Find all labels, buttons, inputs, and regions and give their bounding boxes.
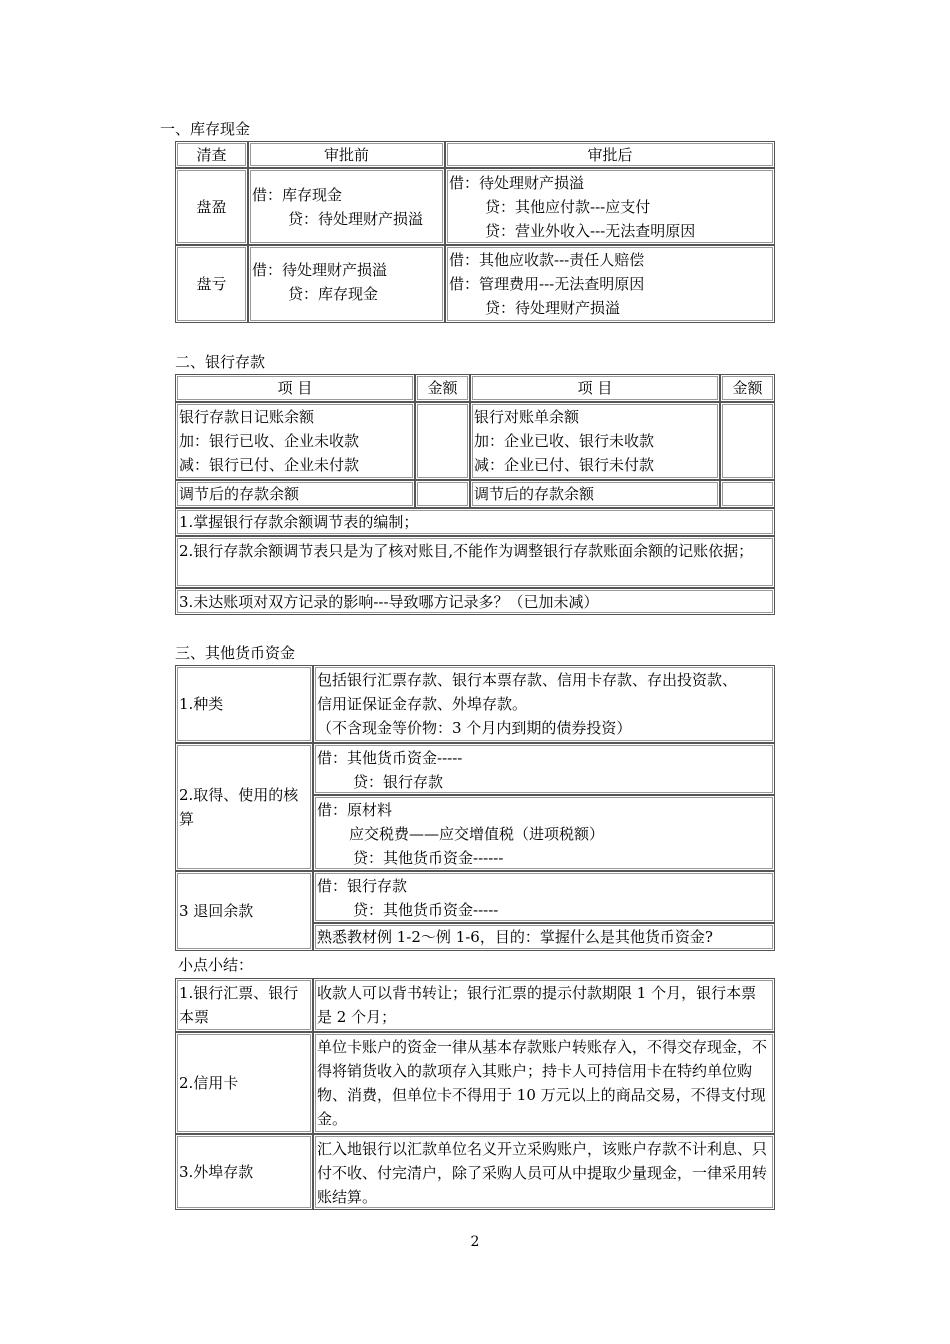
header-item-right: 项 目 bbox=[470, 374, 720, 402]
left-total-amount bbox=[415, 480, 470, 508]
left-amount bbox=[415, 402, 470, 480]
note-1: 1.掌握银行存款余额调节表的编制； bbox=[175, 508, 775, 536]
summary-heading: 小点小结： bbox=[178, 956, 254, 974]
row-shortage-before: 借：待处理财产损溢 贷：库存现金 bbox=[248, 245, 445, 323]
header-before: 审批前 bbox=[248, 141, 445, 168]
summary-text-1: 收款人可以背书转让；银行汇票的提示付款期限 1 个月，银行本票是 2 个月； bbox=[313, 978, 775, 1032]
kinds-label: 1.种类 bbox=[175, 665, 313, 743]
row-surplus-after: 借：待处理财产损溢 贷：其他应付款---应支付 贷：营业外收入---无法查明原因 bbox=[445, 168, 775, 245]
section1-heading: 一、库存现金 bbox=[160, 120, 251, 138]
right-total: 调节后的存款余额 bbox=[470, 480, 720, 508]
kinds-text: 包括银行汇票存款、银行本票存款、信用卡存款、存出投资款、 信用证保证金存款、外埠存款。 （不含现金等价物：3 个月内到期的债券投资） bbox=[313, 665, 775, 743]
header-check: 清查 bbox=[175, 141, 248, 168]
row-shortage-label: 盘亏 bbox=[175, 245, 248, 323]
row-surplus-before: 借：库存现金 贷：待处理财产损溢 bbox=[248, 168, 445, 245]
header-after: 审批后 bbox=[445, 141, 775, 168]
refund-label: 3 退回余款 bbox=[175, 871, 313, 951]
header-amount-right: 金额 bbox=[720, 374, 775, 402]
summary-text-3: 汇入地银行以汇款单位名义开立采购账户，该账户存款不计利息、只付不收、付完清户，除了采购人员可从中提取少量现金，一律采用转账结算。 bbox=[313, 1134, 775, 1210]
refund-note: 熟悉教材例 1-2～例 1-6，目的：掌握什么是其他货币资金? bbox=[313, 923, 775, 951]
right-total-amount bbox=[720, 480, 775, 508]
left-items: 银行存款日记账余额 加：银行已收、企业未收款 减：银行已付、企业未付款 bbox=[175, 402, 415, 480]
summary-text-2: 单位卡账户的资金一律从基本存款账户转账存入，不得交存现金，不得将销货收入的款项存入其账户；持卡人可持信用卡在特约单位购物、消费，但单位卡不得用于 10 万元以上的商品交易，不得支付现金。 bbox=[313, 1032, 775, 1134]
summary-label-2: 2.信用卡 bbox=[175, 1032, 313, 1134]
header-item-left: 项 目 bbox=[175, 374, 415, 402]
note-2: 2.银行存款余额调节表只是为了核对账目,不能作为调整银行存款账面余额的记账依据； bbox=[175, 536, 775, 588]
acquire-entry-2: 借：原材料 应交税费——应交增值税（进项税额） 贷：其他货币资金------ bbox=[313, 795, 775, 871]
summary-label-1: 1.银行汇票、银行本票 bbox=[175, 978, 313, 1032]
note-3: 3.未达账项对双方记录的影响---导致哪方记录多？（已加未减） bbox=[175, 588, 775, 615]
row-shortage-after: 借：其他应收款---责任人赔偿 借：管理费用---无法查明原因 贷：待处理财产损溢 bbox=[445, 245, 775, 323]
refund-entry: 借：银行存款 贷：其他货币资金----- bbox=[313, 871, 775, 923]
section3-heading: 三、其他货币资金 bbox=[175, 644, 296, 662]
left-total: 调节后的存款余额 bbox=[175, 480, 415, 508]
page-number: 2 bbox=[470, 1234, 480, 1250]
summary-label-3: 3.外埠存款 bbox=[175, 1134, 313, 1210]
acquire-entry-1: 借：其他货币资金----- 贷：银行存款 bbox=[313, 743, 775, 795]
section2-heading: 二、银行存款 bbox=[175, 353, 266, 371]
row-surplus-label: 盘盈 bbox=[175, 168, 248, 245]
header-amount-left: 金额 bbox=[415, 374, 470, 402]
right-items: 银行对账单余额 加：企业已收、银行未收款 减：企业已付、银行未付款 bbox=[470, 402, 720, 480]
acquire-label: 2.取得、使用的核算 bbox=[175, 743, 313, 871]
right-amount bbox=[720, 402, 775, 480]
